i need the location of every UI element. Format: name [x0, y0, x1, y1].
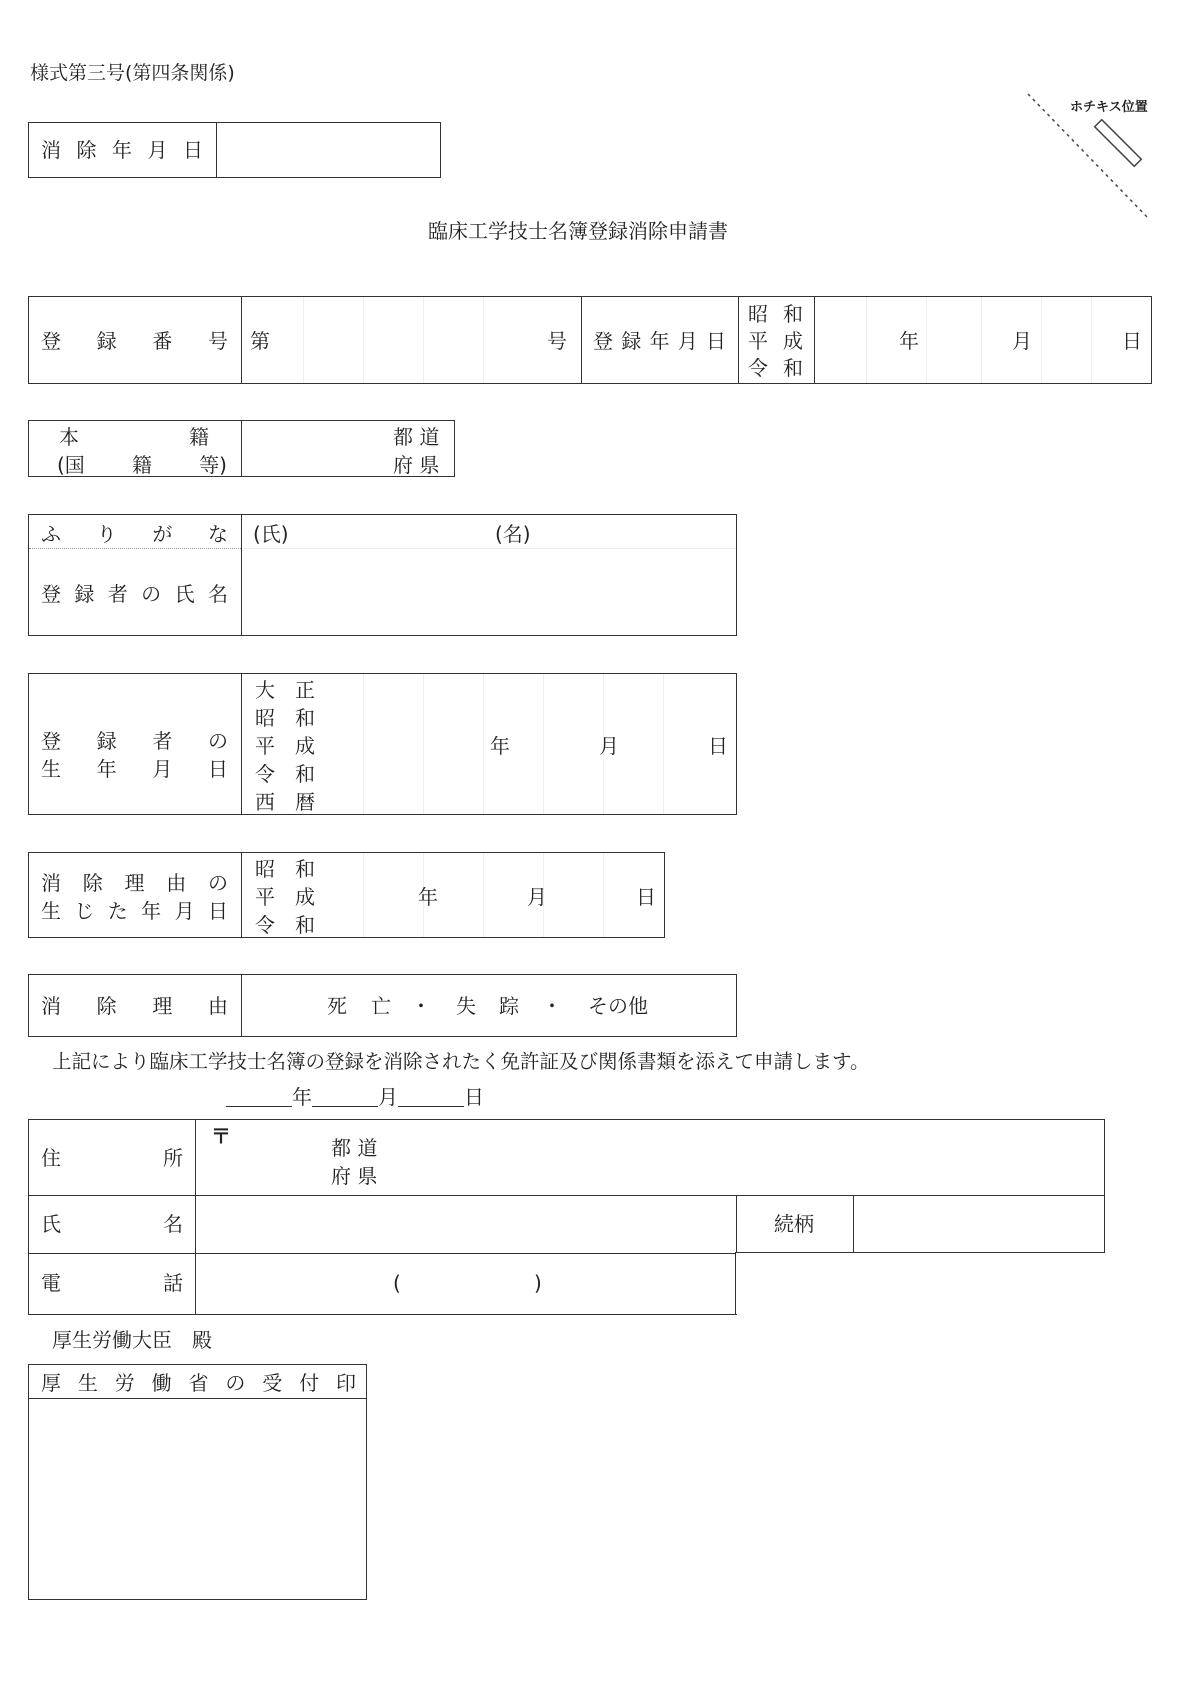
era-heisei: 平 成 [255, 734, 315, 758]
era-heisei: 平 成 [255, 885, 315, 909]
prefecture-label-1: 都 道 [331, 1136, 378, 1160]
statement: 上記により臨床工学技士名簿の登録を消除されたく免許証及び関係書類を添えて申請します。 [52, 1050, 870, 1073]
addressee: 厚生労働大臣 殿 [52, 1328, 212, 1352]
reason-label: 消 除 理 由 [41, 994, 228, 1018]
era-seireki: 西 暦 [255, 790, 315, 814]
registration-era-column: 昭 和 平 成 令 和 [748, 302, 803, 380]
month-label: 月 [378, 1085, 398, 1109]
honseki-label-line1: 本 籍 [59, 425, 209, 449]
era-showa: 昭 和 [255, 857, 315, 881]
reason-date-label-line2: 生 じ た 年 月 日 [41, 899, 228, 923]
birth-label-line1: 登 録 者 の [41, 729, 228, 753]
furigana-label: ふ り が な [41, 522, 228, 546]
era-reiwa: 令 和 [255, 762, 315, 786]
stamp-area[interactable] [29, 1400, 366, 1599]
birth-date-field[interactable] [243, 674, 736, 814]
deletion-date-label: 消 除 年 月 日 [41, 138, 203, 162]
stamp-box-label: 厚 生 労 働 省 の 受 付 印 [41, 1371, 356, 1395]
day-label: 日 [708, 734, 728, 758]
prefecture-label-1: 都 道 [393, 425, 440, 449]
separator-dot: ・ [542, 994, 562, 1018]
paren-close: ) [534, 1271, 542, 1295]
day-label: 日 [464, 1085, 484, 1109]
era-taisho: 大 正 [255, 678, 315, 702]
reception-stamp-box [28, 1364, 367, 1600]
honseki-label-line2: (国 籍 等) [57, 453, 227, 477]
option-missing-1: 失 [456, 994, 476, 1018]
option-missing-2: 踪 [499, 994, 519, 1018]
postal-mark-icon: 〒 [211, 1124, 231, 1148]
reason-date-row [28, 852, 665, 938]
registration-date-field[interactable] [816, 297, 1151, 383]
deletion-date-box [28, 122, 441, 178]
month-label: 月 [599, 734, 619, 758]
staple-label: ホチキス位置 [1070, 100, 1148, 115]
option-death-2: 亡 [371, 994, 391, 1018]
day-label: 日 [636, 885, 656, 909]
registration-number-label: 登 録 番 号 [41, 329, 228, 353]
reason-options[interactable] [243, 975, 736, 1036]
phone-label: 電 話 [41, 1271, 183, 1295]
reason-date-label-line1: 消 除 理 由 の [41, 871, 228, 895]
honseki-field[interactable] [243, 421, 454, 476]
day-label: 日 [1122, 329, 1142, 353]
registrant-name-label: 登 録 者 の 氏 名 [41, 582, 228, 606]
year-label: 年 [292, 1085, 312, 1109]
registration-number-field[interactable] [243, 297, 581, 383]
month-label: 月 [527, 885, 547, 909]
prefecture-label-2: 府 県 [331, 1164, 378, 1188]
relationship-field[interactable] [855, 1197, 1104, 1253]
separator-dot: ・ [411, 994, 431, 1018]
reason-row [28, 974, 737, 1037]
era-showa: 昭 和 [255, 706, 315, 730]
option-other: その他 [588, 994, 648, 1018]
number-prefix: 第 [250, 329, 270, 353]
prefecture-label-2: 府 県 [393, 453, 440, 477]
registrant-name-field[interactable] [243, 515, 736, 635]
era-reiwa: 令 和 [255, 913, 315, 937]
number-suffix: 号 [547, 329, 567, 353]
surname-label: (氏) [253, 522, 289, 546]
phone-field[interactable] [197, 1255, 736, 1316]
address-label: 住 所 [41, 1146, 183, 1170]
form-number: 様式第三号(第四条関係) [30, 62, 235, 84]
honseki-row [28, 420, 455, 477]
month-label: 月 [1012, 329, 1032, 353]
given-name-label: (名) [495, 522, 531, 546]
applicant-name-label: 氏 名 [41, 1212, 183, 1236]
registration-date-label: 登 録 年 月 日 [593, 329, 726, 353]
year-label: 年 [899, 329, 919, 353]
date-line[interactable] [226, 1086, 484, 1107]
reason-date-field[interactable] [243, 853, 664, 937]
applicant-name-field[interactable] [197, 1197, 736, 1253]
birth-date-row [28, 673, 737, 815]
address-field[interactable] [197, 1120, 1104, 1195]
paren-open: ( [393, 1271, 401, 1295]
birth-label-line2: 生 年 月 日 [41, 757, 228, 781]
option-death-1: 死 [327, 994, 347, 1018]
document-title: 臨床工学技士名簿登録消除申請書 [428, 219, 728, 243]
deletion-date-field[interactable] [218, 123, 440, 177]
registration-row [28, 296, 1152, 384]
relationship-label: 続柄 [774, 1212, 814, 1236]
year-label: 年 [418, 885, 438, 909]
year-label: 年 [490, 734, 510, 758]
name-section [28, 514, 737, 636]
